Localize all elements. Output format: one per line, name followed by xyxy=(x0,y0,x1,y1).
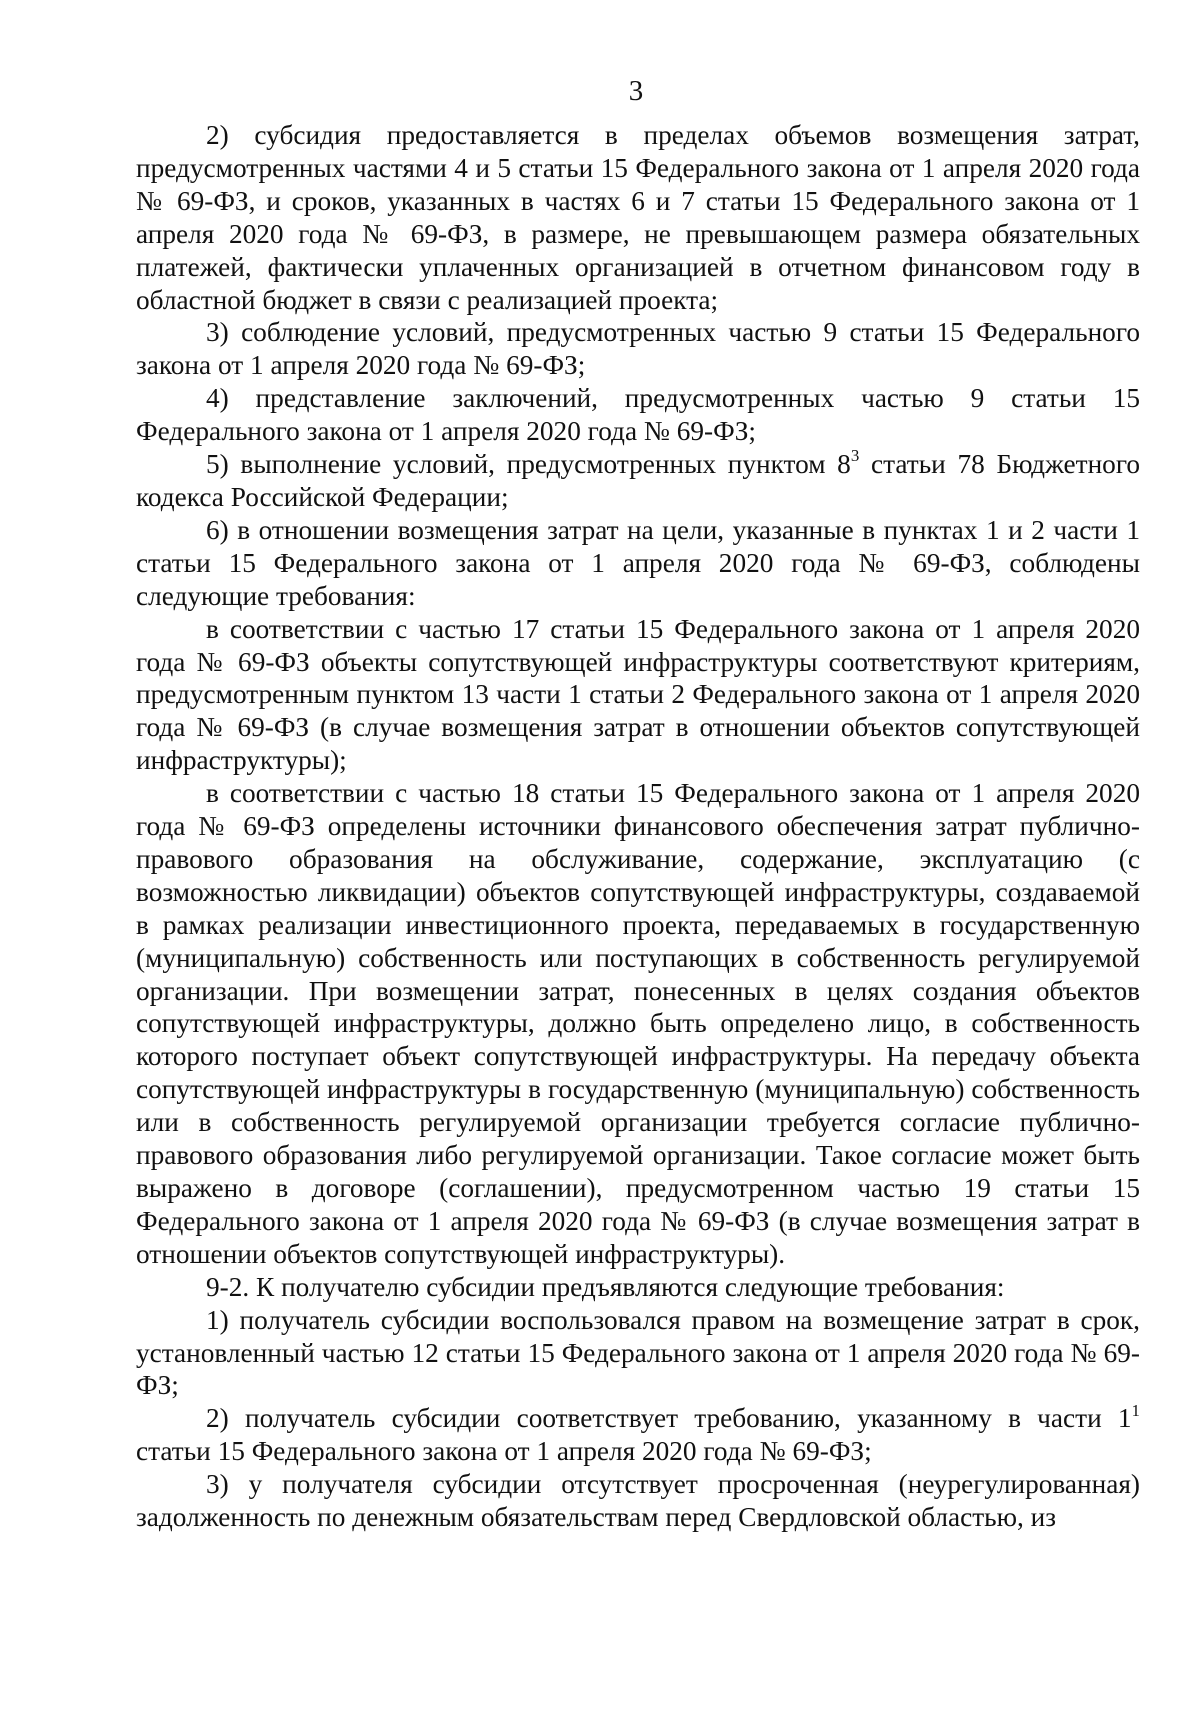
paragraph-item-6: 6) в отношении возмещения затрат на цели, указанные в пунктах 1 и 2 части 1 статьи 15 Федерального закона от 1 апреля 2020 года № 69-ФЗ, соблюдены следующие требования: xyxy=(136,514,1140,611)
paragraph-requirement-17: в соответствии с частью 17 статьи 15 Федерального закона от 1 апреля 2020 года № 69-ФЗ объекты сопутствующей инфраструктуры соответствуют критериям, предусмотренным пунктом 13 части 1 статьи 2 Федерального закона от 1 апреля 2020 года № 69-ФЗ (в случае возмещения затрат в отношении объектов сопутствующей инфраструктуры); xyxy=(136,613,1140,776)
paragraph-requirement-18: в соответствии с частью 18 статьи 15 Федерального закона от 1 апреля 2020 года № 69-ФЗ определены источники финансового обеспечения затрат публично-правового образования на обслуживание, содержание, эксплуатацию (с возможностью ликвидации) объектов сопутствующей инфраструктуры, создаваемой в рамках реализации инвестиционного проекта, передаваемых в государственную (муниципальную) собственность или поступающих в собственность регулируемой организации. При возмещении затрат, понесенных в целях создания объектов сопутствующей инфраструктуры, должно быть определено лицо, в собственность которого поступает объект сопутствующей инфраструктуры. На передачу объекта сопутствующей инфраструктуры в государственную (муниципальную) собственность или в собственность регулируемой организации требуется согласие публично-правового образования либо регулируемой организации. Такое согласие может быть выражено в договоре (соглашении), предусмотренном частью 19 статьи 15 Федерального закона от 1 апреля 2020 года № 69-ФЗ (в случае возмещения затрат в отношении объектов сопутствующей инфраструктуры). xyxy=(136,778,1140,1269)
paragraph-text: 2) получатель субсидии соответствует требованию, указанному в части 1 xyxy=(206,1403,1132,1434)
paragraph-item-2b xyxy=(136,1402,1140,1468)
page-number: 3 xyxy=(628,75,644,107)
paragraph-text: 5) выполнение условий, предусмотренных пунктом 8 xyxy=(206,449,851,480)
document-body xyxy=(136,119,1140,1534)
paragraph-item-1: 1) получатель субсидии воспользовался правом на возмещение затрат в срок, установленный частью 12 статьи 15 Федерального закона от 1 апреля 2020 года № 69-ФЗ; xyxy=(136,1304,1140,1401)
paragraph-text: статьи 15 Федерального закона от 1 апреля 2020 года № 69-ФЗ; xyxy=(136,1436,872,1467)
paragraph-text: статьи 78 Бюджетного кодекса Российской Федерации; xyxy=(136,449,1140,512)
paragraph-item-4: 4) представление заключений, предусмотренных частью 9 статьи 15 Федерального закона от 1 апреля 2020 года № 69-ФЗ; xyxy=(136,383,1140,447)
superscript: 1 xyxy=(1131,1400,1140,1420)
paragraph-item-3: 3) соблюдение условий, предусмотренных частью 9 статьи 15 Федерального закона от 1 апреля 2020 года № 69-ФЗ; xyxy=(136,317,1140,381)
paragraph-item-2: 2) субсидия предоставляется в пределах объемов возмещения затрат, предусмотренных частями 4 и 5 статьи 15 Федерального закона от 1 апреля 2020 года № 69-ФЗ, и сроков, указанных в частях 6 и 7 статьи 15 Федерального закона от 1 апреля 2020 года № 69-ФЗ, в размере, не превышающем размера обязательных платежей, фактически уплаченных организацией в отчетном финансовом году в областной бюджет в связи с реализацией проекта; xyxy=(136,120,1140,315)
superscript: 3 xyxy=(850,446,860,466)
paragraph-item-5 xyxy=(136,448,1140,514)
paragraph-item-3b: 3) у получателя субсидии отсутствует просроченная (неурегулированная) задолженность по денежным обязательствам перед Свердловской областью, из xyxy=(136,1469,1140,1533)
paragraph-section-9-2: 9-2. К получателю субсидии предъявляются следующие требования: xyxy=(206,1271,1005,1302)
